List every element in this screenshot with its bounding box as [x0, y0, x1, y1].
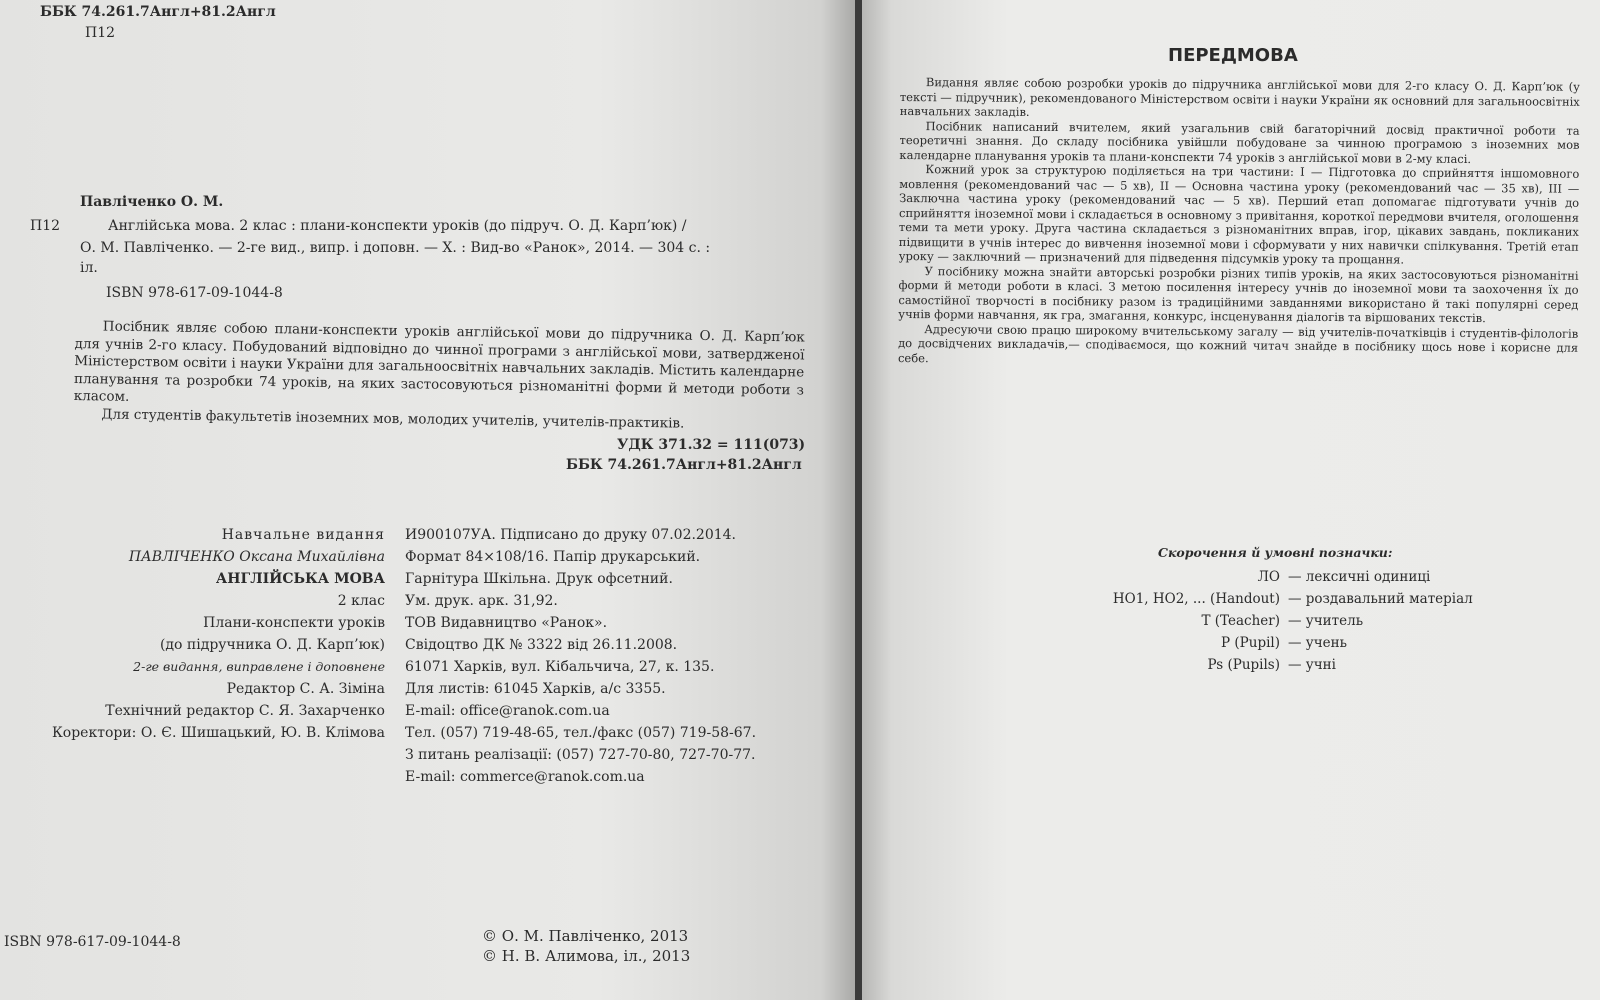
abbreviation-key: T (Teacher) [1201, 613, 1280, 629]
imprint-left-line: Редактор С. А. Зіміна [226, 681, 385, 697]
imprint-left-line: Технічний редактор С. Я. Захарченко [105, 703, 385, 719]
abbreviation-key: Ps (Pupils) [1207, 657, 1280, 673]
imprint-right-line: З питань реалізації: (057) 727-70-80, 727-70-77. [405, 747, 756, 763]
imprint-left-line: Коректори: О. Є. Шишацький, Ю. В. Клімова [51, 725, 385, 741]
abbreviations-title: Скорочення й умовні позначки: [1158, 545, 1393, 560]
preface-heading: ПЕРЕДМОВА [1168, 45, 1298, 66]
imprint-right-line: 61071 Харків, вул. Кібальчича, 27, к. 135. [405, 659, 715, 675]
abbreviation-key: HO1, HO2, ... (Handout) [1112, 591, 1280, 607]
imprint-left-line: Плани-конспекти уроків [203, 615, 385, 631]
preface-body [898, 75, 1580, 370]
imprint-right-column [405, 524, 756, 788]
imprint-right-line: Формат 84×108/16. Папір друкарський. [405, 549, 701, 565]
abbreviation-key: P (Pupil) [1221, 635, 1280, 651]
preface-paragraph: Кожний урок за структурою поділяється на три частини: І — Підготовка до сприйняття іншомовного мовлення (рекомендований час — 5 хв), ІІ — Основна частина уроку (рекомендований час — 35 хв), ІІІ — Заключна частина уроку (рекомендований час — 5 хв). Перший етап допомагає підготувати учнів до сприйняття іноземної мови і складається в основному з привітання, короткої передмови вчителя, оголошення теми та мети уроку. Друга частина складається з різноманітних вправ, ігор, цікавих завдань, покликаних підвищити в учнів інтерес до вивчення іноземної мови і сформувати у них навички спілкування. Третій етап уроку — заключний — призначений для підведення підсумків уроку та прощання. [898, 162, 1580, 267]
imprint-right-line: Свідоцтво ДК № 3322 від 26.11.2008. [405, 637, 678, 653]
imprint-left-line: 2 клас [337, 593, 385, 609]
imprint-right-line: Гарнітура Шкільна. Друк офсетний. [405, 571, 673, 587]
abbreviation-value: — лексичні одиниці [1288, 569, 1431, 585]
abbreviation-key: ЛО [1257, 569, 1280, 585]
bbk-code-top: ББК 74.261.7Англ+81.2Англ [40, 4, 276, 20]
copyright-author: © О. М. Павліченко, 2013 [482, 927, 689, 945]
bbk-code-bottom: ББК 74.261.7Англ+81.2Англ [566, 457, 802, 473]
imprint-right-line: E-mail: office@ranok.com.ua [405, 703, 610, 719]
copyright-illustrator: © Н. В. Алимова, іл., 2013 [482, 947, 691, 965]
imprint-right-line: E-mail: commerce@ranok.com.ua [405, 769, 645, 785]
book-title-line-3: іл. [80, 260, 98, 276]
imprint-left-line: Навчальне видання [221, 527, 385, 543]
imprint-left-line: 2-ге видання, виправлене і доповнене [133, 659, 385, 674]
imprint-left-column [40, 524, 385, 744]
index-code-top: П12 [85, 25, 116, 41]
imprint-right-line: Для листів: 61045 Харків, а/с 3355. [405, 681, 666, 697]
preface-paragraph: Посібник написаний вчителем, який узагальнив свій багаторічний досвід практичної роботи та теоретичні знання. До складу посібника увійшли побудоване за чинною програмою з іноземних мов календарне планування уроків та плани-конспекти 74 уроків з англійської мови в 2-му класі. [899, 118, 1580, 166]
annotation-block [73, 318, 805, 434]
imprint-right-line: Тел. (057) 719-48-65, тел./факс (057) 719-58-67. [405, 725, 757, 741]
preface-paragraph: У посібнику можна знайти авторські розробки різних типів уроків, на яких застосовуються різноманітні форми й методи роботи в класі. З метою посилення інтересу учнів до іноземної мови та заохочення їх до самостійної творчості в посібнику разом із традиційними завданнями використано й такі популярні серед учнів форми навчання, як гра, змагання, конкурс, інсценування діалогів та віршованих текстів. [898, 263, 1579, 326]
abbreviation-value: — учитель [1288, 613, 1364, 629]
book-title-line-2: О. М. Павліченко. — 2-ге вид., випр. і доповн. — Х. : Вид-во «Ранок», 2014. — 304 с. : [80, 240, 711, 256]
annotation-text: Посібник являє собою плани-конспекти уроків англійської мови до підручника О. Д. Карп’юк для учнів 2-го класу. Побудований відповідно до чинної програми з англійської мови, затвердженої Міністерством освіти і науки України для загальноосвітніх навчальних закладів. Містить календарне планування та розробки 74 уроків, на яких застосовуються різноманітні форми й методи роботи з класом. [73, 318, 805, 405]
preface-paragraph: Видання являє собою розробки уроків до підручника англійської мови для 2-го класу О. Д. Карп’юк (у тексті — підручник), рекомендованого Міністерством освіти і науки України як основний для загальноосвітніх навчальних закладів. [899, 75, 1580, 119]
abbreviation-value: — учень [1288, 635, 1347, 651]
imprint-left-line: (до підручника О. Д. Карп’юк) [159, 637, 385, 653]
imprint-left-line: АНГЛІЙСЬКА МОВА [215, 571, 385, 587]
isbn-bottom: ISBN 978-617-09-1044-8 [4, 934, 181, 950]
imprint-left-line: ПАВЛІЧЕНКО Оксана Михайлівна [128, 549, 385, 565]
audience-text: Для студентів факультетів іноземних мов, молодих учителів, учителів-практиків. [101, 405, 685, 432]
imprint-right-line: ТОВ Видавництво «Ранок». [405, 615, 608, 631]
index-code-entry: П12 [30, 218, 61, 234]
preface-paragraph: Адресуючи свою працю широкому вчительському загалу — від учителів-початківців і студентів-філологів до досвідчених викладачів,— сподіваємося, що кожний читач знайде в посібнику щось нове і корисне для себе. [897, 321, 1579, 365]
abbreviation-value: — роздавальний матеріал [1288, 591, 1473, 607]
udk-code: УДК 371.32 = 111(073) [617, 437, 806, 453]
imprint-right-line: Ум. друк. арк. 31,92. [405, 593, 558, 609]
book-title-line-1: Англійська мова. 2 клас : плани-конспекти уроків (до підруч. О. Д. Карп’юк) / [108, 218, 687, 234]
abbreviation-value: — учні [1288, 657, 1336, 673]
imprint-right-line: И900107УА. Підписано до друку 07.02.2014. [405, 527, 737, 543]
author-name: Павліченко О. М. [80, 194, 224, 210]
isbn-top: ISBN 978-617-09-1044-8 [106, 285, 283, 301]
